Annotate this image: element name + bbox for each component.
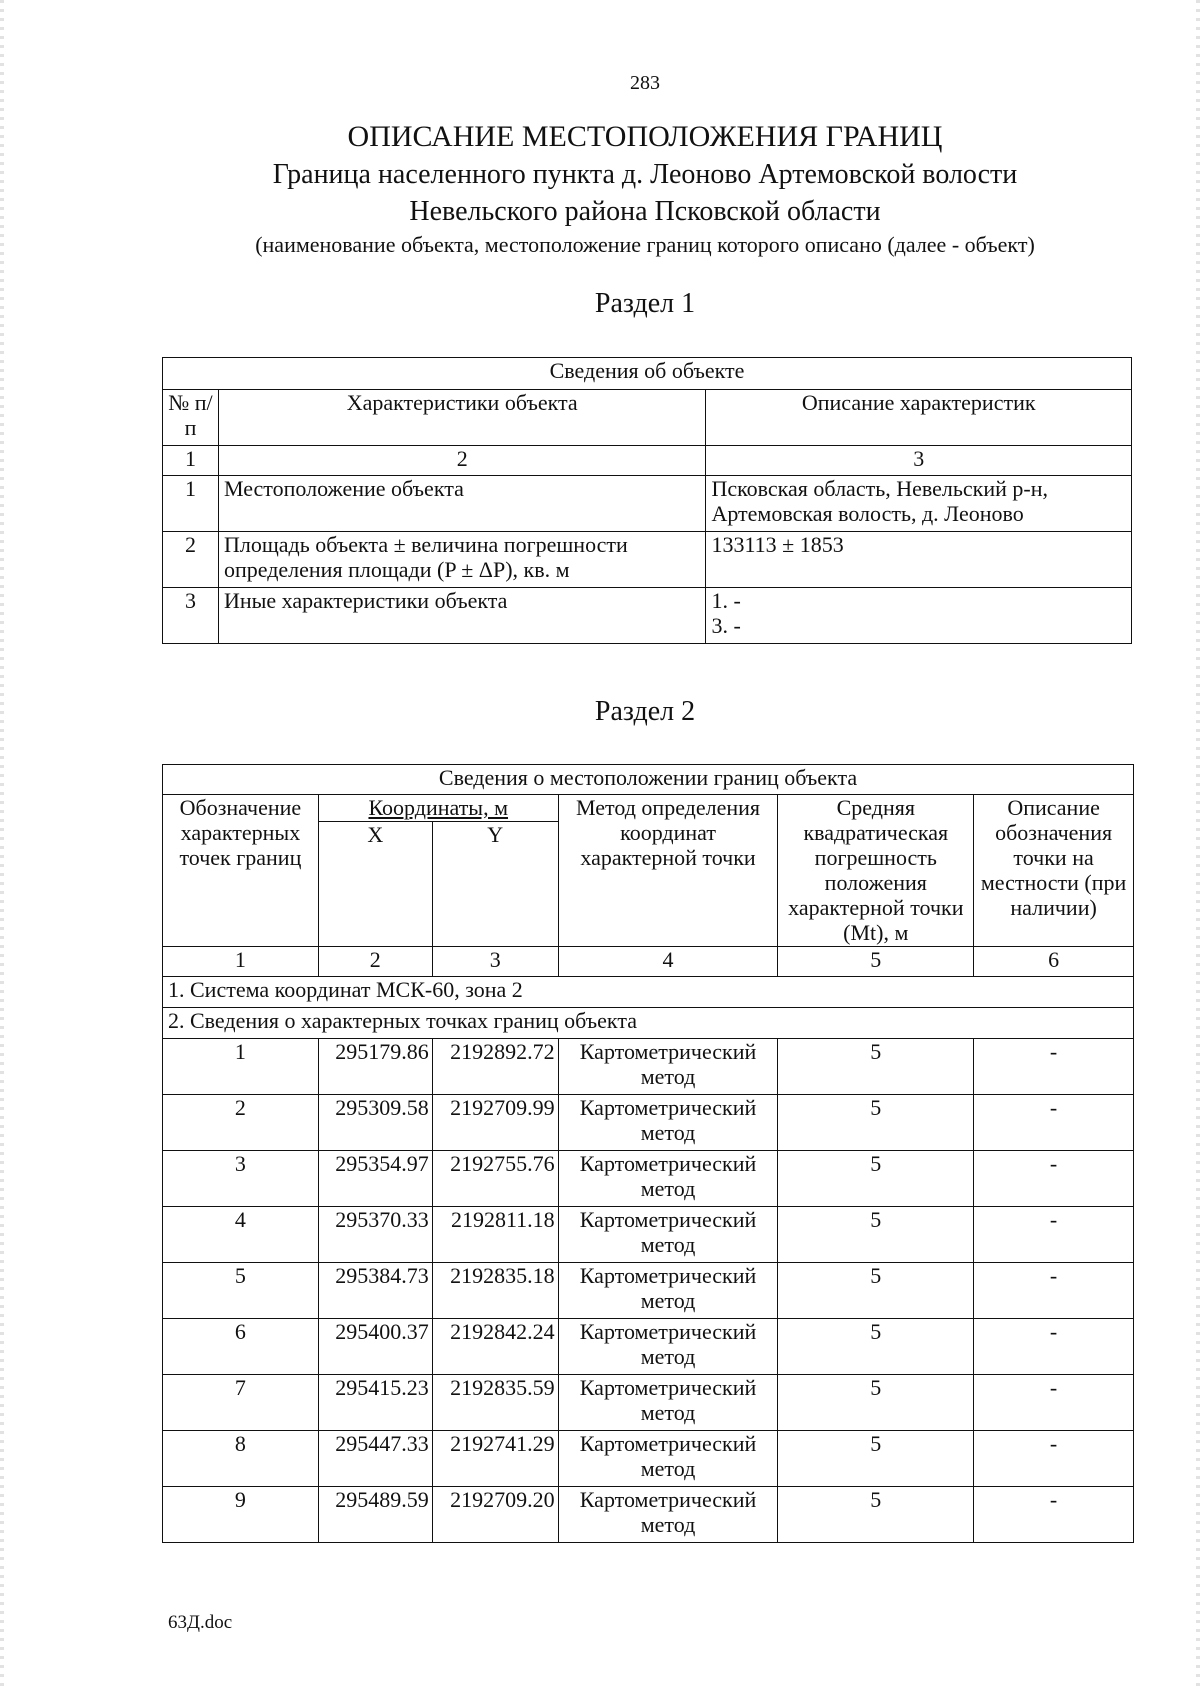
characteristic-value-line: 1. -: [711, 588, 741, 613]
coord-y: 2192842.24: [432, 1319, 558, 1375]
point-number: 2: [163, 1095, 319, 1151]
col-header-coords-label: Координаты, м: [368, 795, 509, 820]
footer-filename: 63Д.doc: [168, 1612, 233, 1633]
mean-error: 5: [778, 1263, 974, 1319]
points-body: [163, 1039, 1134, 1543]
col-header-y: Y: [432, 822, 558, 947]
table-row: [163, 476, 1132, 532]
document-header: [0, 118, 1200, 260]
method: Картометрический метод: [558, 1039, 778, 1095]
coord-x: 295370.33: [318, 1207, 432, 1263]
method: Картометрический метод: [558, 1207, 778, 1263]
table-row: [163, 1263, 1134, 1319]
mean-error: 5: [778, 1375, 974, 1431]
row-number: 1: [163, 476, 219, 532]
method: Картометрический метод: [558, 1095, 778, 1151]
coord-y: 2192835.59: [432, 1375, 558, 1431]
table-row: [163, 1095, 1134, 1151]
table-row: [163, 588, 1132, 644]
point-description: -: [974, 1487, 1134, 1543]
col-number: 2: [318, 947, 432, 977]
coord-y: 2192755.76: [432, 1151, 558, 1207]
method: Картометрический метод: [558, 1151, 778, 1207]
point-number: 9: [163, 1487, 319, 1543]
coord-y: 2192709.20: [432, 1487, 558, 1543]
table-row: [163, 1151, 1134, 1207]
boundary-points-table: [162, 764, 1134, 1543]
method: Картометрический метод: [558, 1263, 778, 1319]
mean-error: 5: [778, 1151, 974, 1207]
characteristic-name: Местоположение объекта: [218, 476, 705, 532]
coord-y: 2192811.18: [432, 1207, 558, 1263]
col-number: 1: [163, 446, 219, 476]
col-header-characteristic: Характеристики объекта: [218, 390, 705, 446]
col-header-coords: [318, 795, 558, 822]
col-header-method: Метод определения координат характерной точки: [558, 795, 778, 947]
object-name-line1: Граница населенного пункта д. Леоново Артемовской волости: [272, 159, 1018, 190]
coord-x: 295354.97: [318, 1151, 432, 1207]
col-number: 6: [974, 947, 1134, 977]
coord-y: 2192892.72: [432, 1039, 558, 1095]
mean-error: 5: [778, 1039, 974, 1095]
coord-y: 2192741.29: [432, 1431, 558, 1487]
col-header-x: X: [318, 822, 432, 947]
col-number: 2: [218, 446, 705, 476]
col-number: 3: [432, 947, 558, 977]
boundary-caption: Сведения о местоположении границ объекта: [163, 765, 1134, 795]
point-description: -: [974, 1431, 1134, 1487]
point-description: -: [974, 1263, 1134, 1319]
row-number: 3: [163, 588, 219, 644]
coord-x: 295415.23: [318, 1375, 432, 1431]
point-number: 7: [163, 1375, 319, 1431]
coordinate-system-row: 1. Система координат МСК-60, зона 2: [163, 977, 1134, 1008]
point-number: 3: [163, 1151, 319, 1207]
col-header-description: Описание обозначения точки на местности (при наличии): [974, 795, 1134, 947]
section1-title: Раздел 1: [594, 288, 696, 319]
object-name-line2: Невельского района Псковской области: [409, 196, 881, 227]
mean-error: 5: [778, 1487, 974, 1543]
point-description: -: [974, 1151, 1134, 1207]
col-header-description: Описание характеристик: [706, 390, 1132, 446]
row-number: 2: [163, 532, 219, 588]
coord-y: 2192835.18: [432, 1263, 558, 1319]
table-row: [163, 532, 1132, 588]
col-number: 1: [163, 947, 319, 977]
points-section-row: 2. Сведения о характерных точках границ объекта: [163, 1008, 1134, 1039]
point-description: -: [974, 1095, 1134, 1151]
col-number: 3: [706, 446, 1132, 476]
characteristic-name: Иные характеристики объекта: [218, 588, 705, 644]
coord-x: 295400.37: [318, 1319, 432, 1375]
point-number: 4: [163, 1207, 319, 1263]
col-header-point: Обозначение характерных точек границ: [163, 795, 319, 947]
mean-error: 5: [778, 1431, 974, 1487]
object-info-table: [162, 357, 1132, 644]
coord-x: 295179.86: [318, 1039, 432, 1095]
point-description: -: [974, 1319, 1134, 1375]
table-row: [163, 1487, 1134, 1543]
point-description: -: [974, 1207, 1134, 1263]
coord-x: 295447.33: [318, 1431, 432, 1487]
coord-x: 295384.73: [318, 1263, 432, 1319]
table-row: [163, 1207, 1134, 1263]
col-header-error: Средняя квадратическая погрешность положения характерной точки (Mt), м: [778, 795, 974, 947]
coord-x: 295309.58: [318, 1095, 432, 1151]
object-info-caption: Сведения об объекте: [163, 358, 1132, 390]
page-number: 283: [630, 72, 660, 94]
point-number: 5: [163, 1263, 319, 1319]
mean-error: 5: [778, 1319, 974, 1375]
characteristic-name: Площадь объекта ± величина погрешности определения площади (P ± ΔP), кв. м: [218, 532, 705, 588]
point-description: -: [974, 1039, 1134, 1095]
point-number: 6: [163, 1319, 319, 1375]
point-number: 8: [163, 1431, 319, 1487]
characteristic-value-line: 3. -: [711, 613, 741, 638]
table-row: [163, 1319, 1134, 1375]
mean-error: 5: [778, 1095, 974, 1151]
point-number: 1: [163, 1039, 319, 1095]
method: Картометрический метод: [558, 1319, 778, 1375]
point-description: -: [974, 1375, 1134, 1431]
table-row: [163, 1431, 1134, 1487]
method: Картометрический метод: [558, 1487, 778, 1543]
col-number: 5: [778, 947, 974, 977]
section2-title: Раздел 2: [594, 696, 696, 727]
col-number: 4: [558, 947, 778, 977]
mean-error: 5: [778, 1207, 974, 1263]
characteristic-value: [706, 588, 1132, 644]
col-header-num: № п/п: [163, 390, 219, 446]
object-caption: (наименование объекта, местоположение границ которого описано (далее - объект): [255, 232, 1035, 257]
table-row: [163, 1039, 1134, 1095]
characteristic-value: 133113 ± 1853: [706, 532, 1132, 588]
coord-x: 295489.59: [318, 1487, 432, 1543]
method: Картометрический метод: [558, 1375, 778, 1431]
characteristic-value: Псковская область, Невельский р-н, Артемовская волость, д. Леоново: [706, 476, 1132, 532]
table-row: [163, 1375, 1134, 1431]
coord-y: 2192709.99: [432, 1095, 558, 1151]
method: Картометрический метод: [558, 1431, 778, 1487]
document-title: ОПИСАНИЕ МЕСТОПОЛОЖЕНИЯ ГРАНИЦ: [347, 120, 943, 153]
